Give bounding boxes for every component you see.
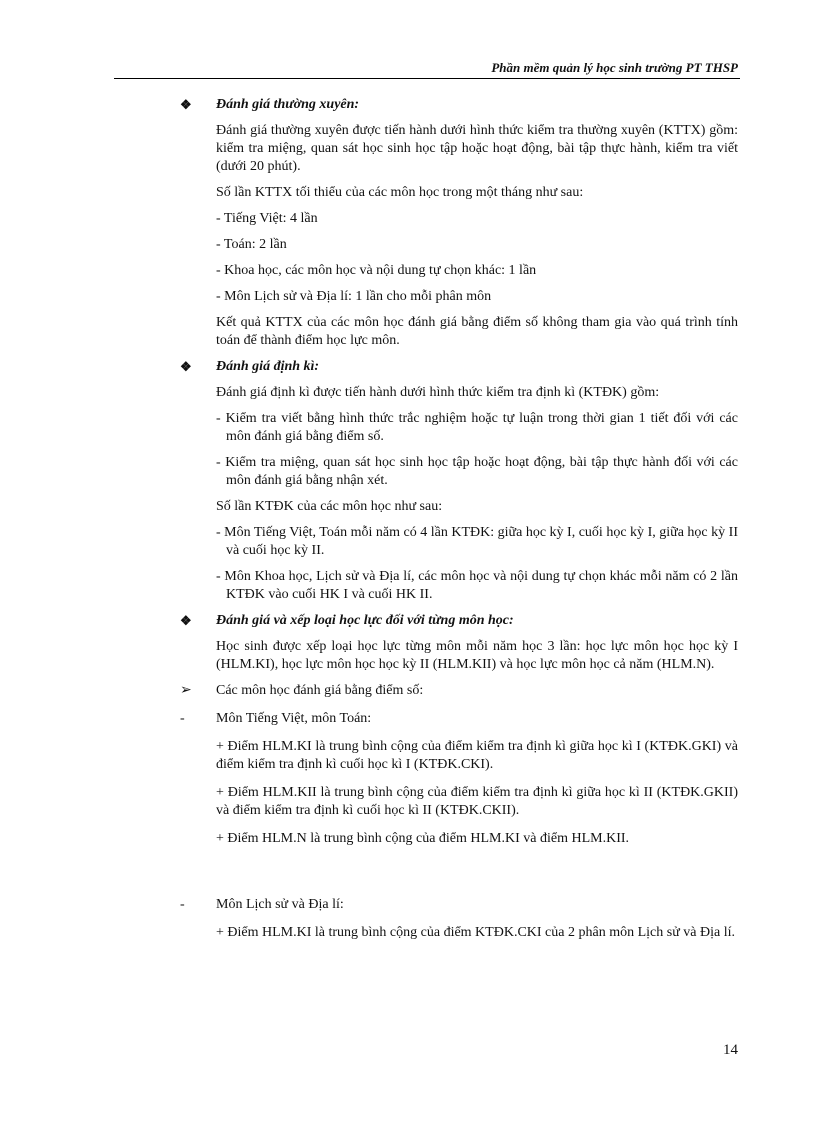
formula-item: + Điểm HLM.KII là trung bình cộng của điểm kiểm tra định kì giữa học kì II (KTĐK.GKII) và điểm kiểm tra định kì cuối học kì II (KTĐK.CKII). [216,785,738,818]
paragraph: Đánh giá thường xuyên được tiến hành dưới hình thức kiểm tra thường xuyên (KTTX) gồm: kiểm tra miệng, quan sát học sinh học tập hoặc hoạt động, bài tập thực hành, kiểm tra viết (dưới 20 phút). [216,123,738,174]
list-item: - Kiểm tra viết bằng hình thức trắc nghiệm hoặc tự luận trong thời gian 1 tiết đối với các môn đánh giá bằng điểm số. [216,411,738,444]
paragraph: Đánh giá định kì được tiến hành dưới hình thức kiểm tra định kì (KTĐK) gồm: [216,385,660,400]
arrow-bullet-icon: ➢ [180,683,192,698]
list-item: - Môn Lịch sử và Địa lí: 1 lần cho mỗi phân môn [216,289,492,304]
dash-bullet: - [180,711,185,726]
section-heading-subject-grading: ❖ Đánh giá và xếp loại học lực đối với từng môn học: [180,613,514,628]
paragraph: Số lần KTĐK của các môn học như sau: [216,499,443,514]
list-item: - Tiếng Việt: 4 lần [216,211,318,226]
running-header: Phần mềm quản lý học sinh trường PT THSP [491,60,738,75]
formula-item: + Điểm HLM.N là trung bình cộng của điểm HLM.KI và điểm HLM.KII. [216,831,630,846]
diamond-bullet-icon: ❖ [180,613,192,628]
section-heading-regular-assessment: ❖ Đánh giá thường xuyên: [180,97,360,112]
paragraph: Kết quả KTTX của các môn học đánh giá bằng điểm số không tham gia vào quá trình tính toán để thành điểm học lực môn. [216,315,738,348]
arrow-list-item: ➢ Các môn học đánh giá bằng điểm số: [180,683,424,698]
diamond-bullet-icon: ❖ [180,359,192,374]
page-content [180,94,738,952]
list-item: - Toán: 2 lần [216,237,287,252]
list-item: - Khoa học, các môn học và nội dung tự chọn khác: 1 lần [216,263,537,278]
dash-list-item: - Môn Tiếng Việt, môn Toán: [180,711,372,726]
dash-bullet: - [180,897,185,912]
formula-item: + Điểm HLM.KI là trung bình cộng của điểm kiểm tra định kì giữa học kì I (KTĐK.GKI) và điểm kiểm tra định kì cuối học kì I (KTĐK.CKI). [216,739,738,772]
paragraph: Học sinh được xếp loại học lực từng môn mỗi năm học 3 lần: học lực môn học học kỳ I (HLM.KI), học lực môn học học kỳ II (HLM.KII) và học lực môn học cả năm (HLM.N). [216,639,738,672]
list-item: - Kiểm tra miệng, quan sát học sinh học tập hoặc hoạt động, bài tập thực hành đối với các môn đánh giá bằng nhận xét. [216,455,738,488]
dash-list-item: - Môn Lịch sử và Địa lí: [180,897,344,912]
header-rule [114,78,740,79]
paragraph: Số lần KTTX tối thiểu của các môn học trong một tháng như sau: [216,185,584,200]
list-item: - Môn Tiếng Việt, Toán mỗi năm có 4 lần KTĐK: giữa học kỳ I, cuối học kỳ I, giữa học kỳ II và cuối học kỳ II. [216,525,738,558]
diamond-bullet-icon: ❖ [180,97,192,112]
section-heading-periodic-assessment: ❖ Đánh giá định kì: [180,359,320,374]
page-number: 14 [723,1042,738,1058]
formula-item: + Điểm HLM.KI là trung bình cộng của điểm KTĐK.CKI của 2 phân môn Lịch sử và Địa lí. [216,925,735,940]
list-item: - Môn Khoa học, Lịch sử và Địa lí, các môn học và nội dung tự chọn khác mỗi năm có 2 lần KTĐK vào cuối HK I và cuối HK II. [216,569,738,602]
